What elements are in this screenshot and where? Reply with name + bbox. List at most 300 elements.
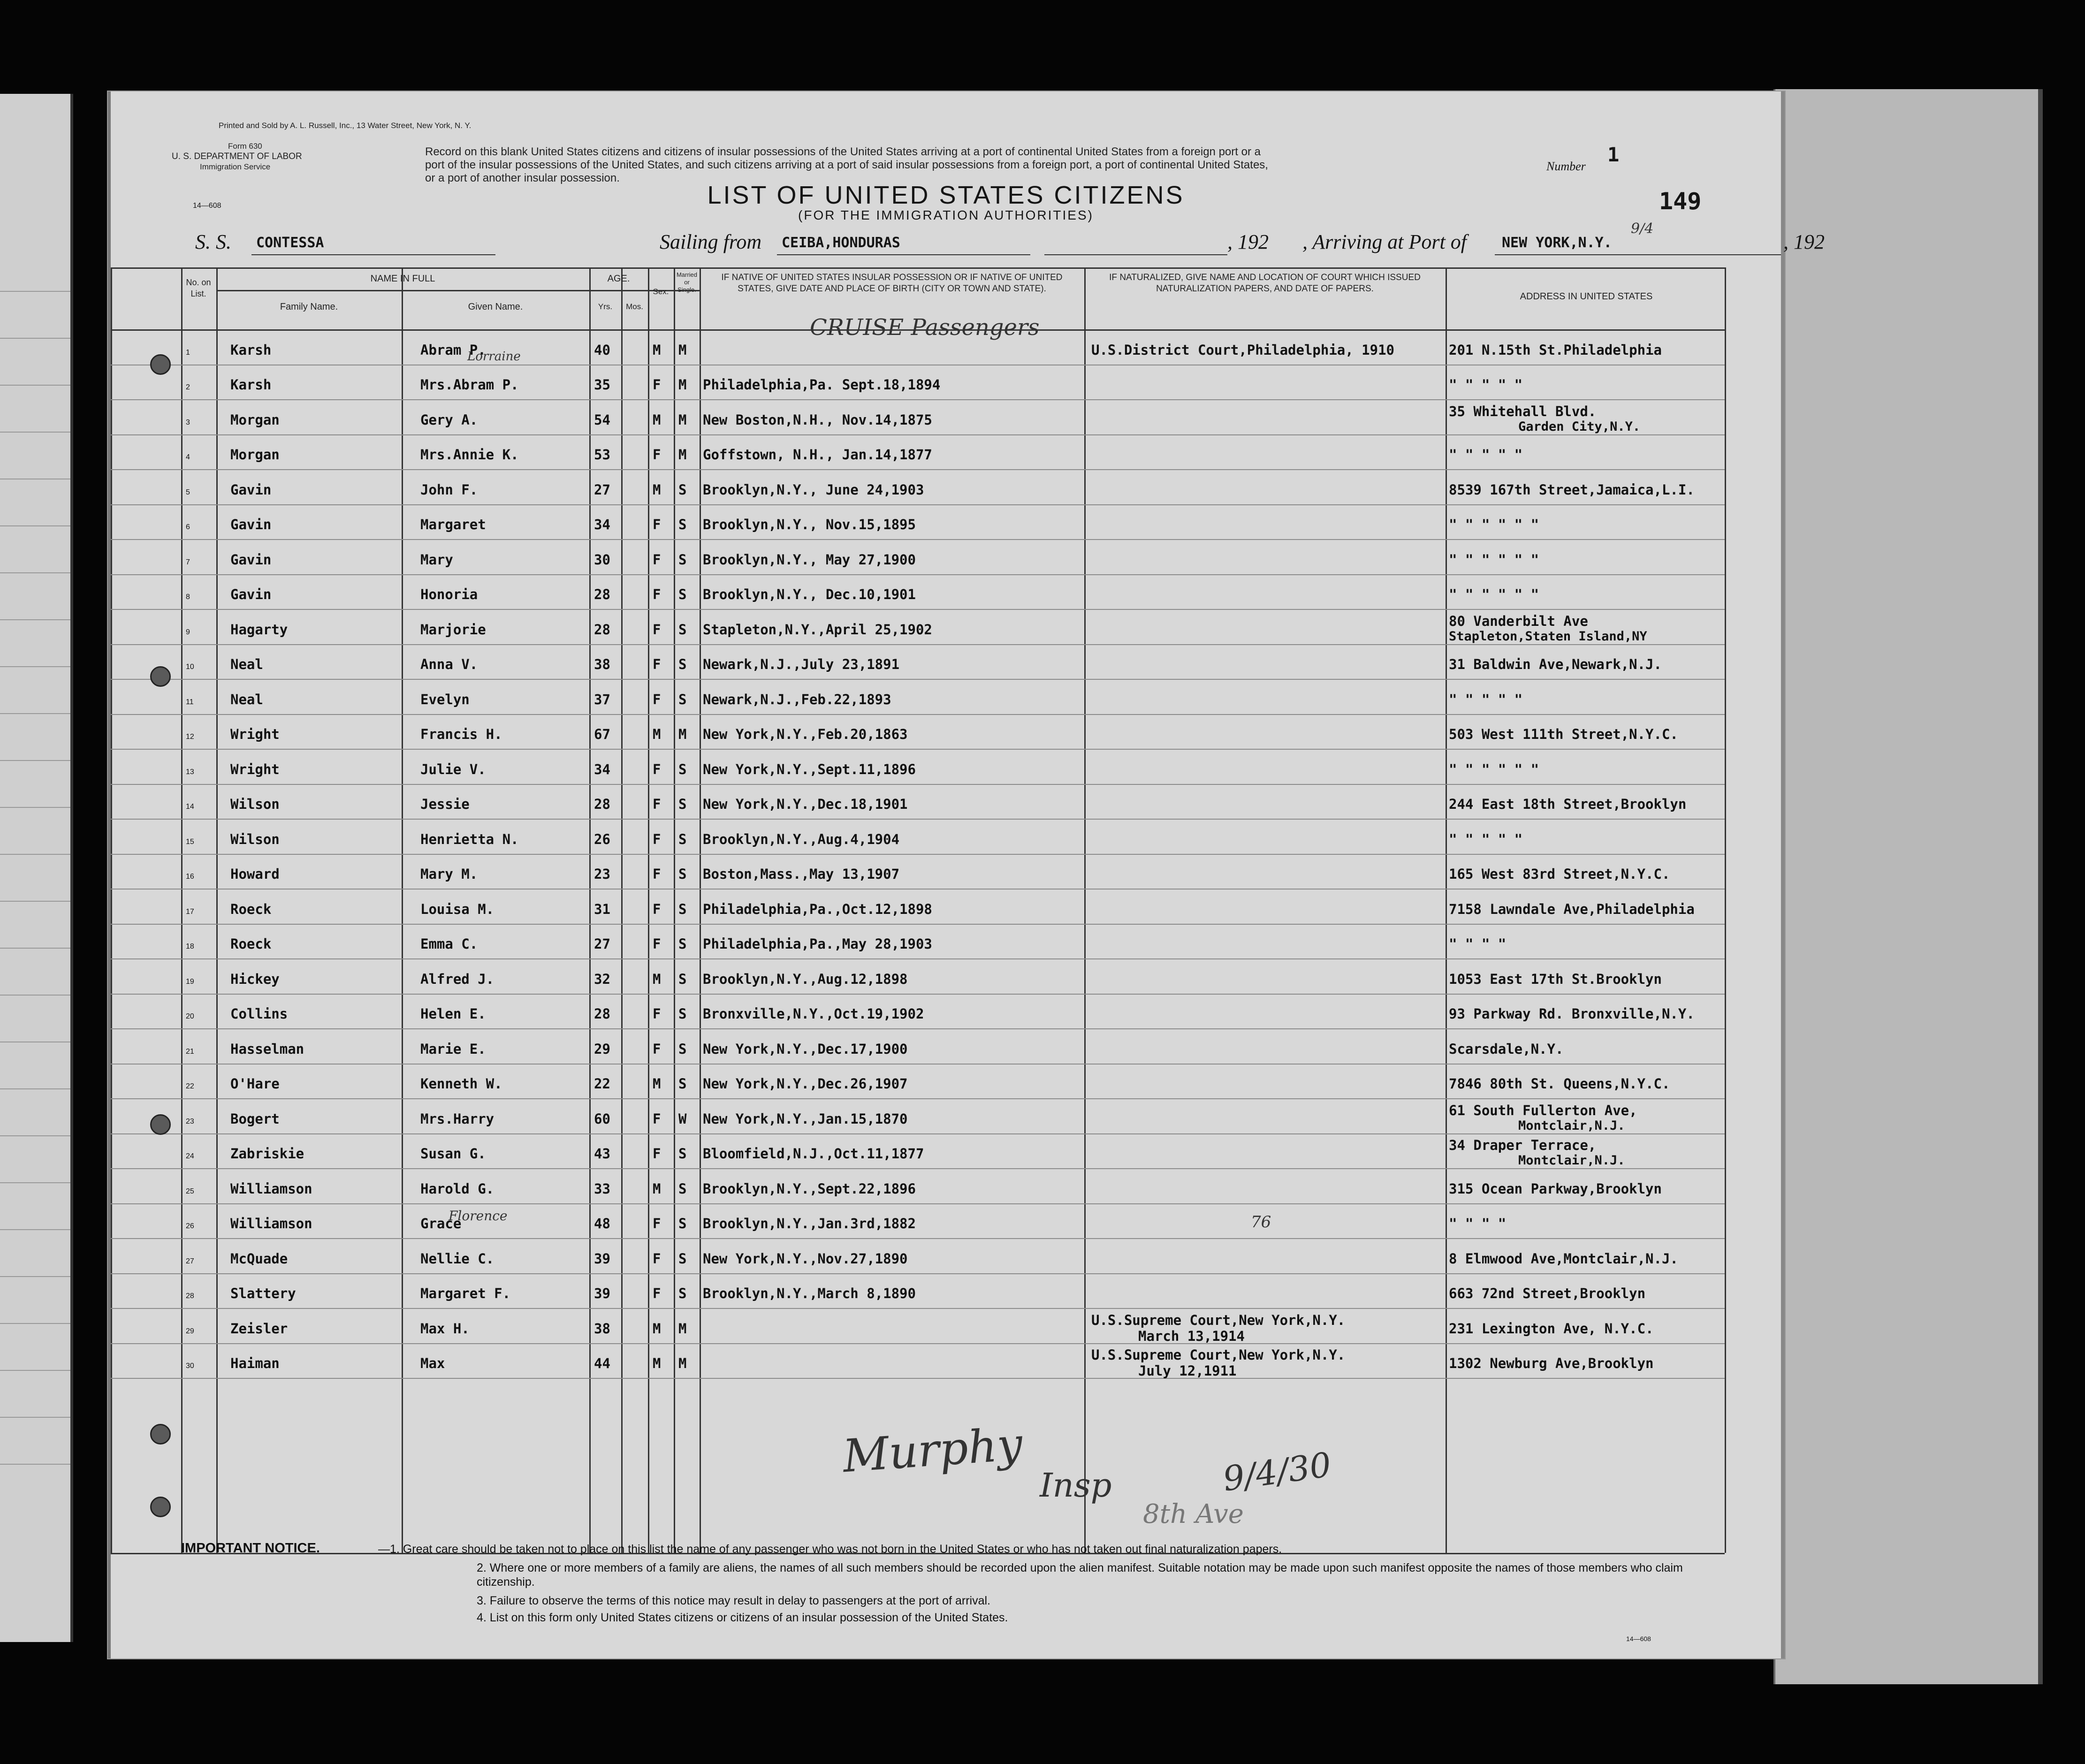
sex: M (653, 1320, 661, 1337)
sex: M (653, 726, 661, 742)
family-name: Zeisler (230, 1320, 288, 1337)
family-name: Gavin (230, 517, 272, 532)
row-number: 19 (186, 977, 194, 986)
family-name: Collins (230, 1006, 288, 1022)
age-years: 28 (594, 1006, 610, 1022)
address: 8539 167th Street,Jamaica,L.I. (1449, 481, 1695, 498)
sex: M (653, 481, 661, 498)
age-years: 28 (594, 586, 610, 602)
family-name: Karsh (230, 377, 272, 393)
address: 35 Whitehall Blvd. (1449, 403, 1597, 419)
family-name: Haiman (230, 1355, 280, 1371)
sex: F (653, 761, 661, 777)
age-years: 28 (594, 621, 610, 638)
handwritten-florence: Florence (449, 1208, 508, 1224)
sex: F (653, 621, 661, 638)
row-number: 21 (186, 1047, 194, 1056)
birth-place-date: New York,N.Y.,Dec.17,1900 (703, 1041, 908, 1057)
sex: M (653, 971, 661, 987)
marital-status: M (678, 726, 687, 742)
given-name: Mrs.Harry (420, 1110, 495, 1127)
address: 7158 Lawndale Ave,Philadelphia (1449, 901, 1695, 917)
family-name: Roeck (230, 901, 272, 917)
col-head-sex: Sex. (653, 287, 669, 296)
row-number: 1 (186, 348, 190, 357)
address: " " " " " " (1449, 586, 1539, 602)
family-name: Gavin (230, 551, 272, 568)
naturalization-date: July 12,1911 (1138, 1363, 1237, 1379)
family-name: Morgan (230, 411, 280, 428)
row-number: 28 (186, 1292, 194, 1300)
age-years: 31 (594, 901, 610, 917)
given-name: Nellie C. (420, 1250, 495, 1267)
age-years: 54 (594, 411, 610, 428)
birth-place-date: New York,N.Y.,Sept.11,1896 (703, 761, 916, 777)
col-head-married: Married or Single. (676, 271, 698, 293)
address: " " " " " (1449, 377, 1523, 393)
sex: F (653, 1110, 661, 1127)
sex: F (653, 1216, 661, 1232)
address: " " " " (1449, 1216, 1507, 1232)
given-name: Marjorie (420, 621, 486, 638)
given-name: Margaret F. (420, 1285, 511, 1301)
address: 80 Vanderbilt Ave (1449, 613, 1588, 629)
given-name: Harold G. (420, 1180, 495, 1197)
birth-place-date: Brooklyn,N.Y., June 24,1903 (703, 481, 924, 498)
sex: F (653, 1146, 661, 1162)
marital-status: S (678, 936, 687, 952)
family-name: Wright (230, 726, 280, 742)
col-head-naturalized: IF NATURALIZED, GIVE NAME AND LOCATION OF COURT WHICH ISSUED NATURALIZATION PAPERS, AND DATE OF PAPERS. (1109, 273, 1421, 294)
age-years: 38 (594, 1320, 610, 1337)
age-years: 48 (594, 1216, 610, 1232)
address: " " " " " (1449, 831, 1523, 847)
marital-status: S (678, 1006, 687, 1022)
birth-place-date: Brooklyn,N.Y., Dec.10,1901 (703, 586, 916, 602)
given-name: Grace (420, 1216, 462, 1232)
birth-place-date: New Boston,N.H., Nov.14,1875 (703, 411, 932, 428)
sex: M (653, 1180, 661, 1197)
row-number: 10 (186, 663, 194, 671)
given-name: Max (420, 1355, 445, 1371)
given-name: Honoria (420, 586, 478, 602)
col-head-age: AGE. (607, 274, 630, 284)
sex: F (653, 691, 661, 707)
inspector-title: Insp (1040, 1466, 1112, 1505)
address: 663 72nd Street,Brooklyn (1449, 1285, 1646, 1301)
handwritten-mark: 76 (1251, 1213, 1271, 1232)
row-number: 6 (186, 523, 190, 531)
handwritten-lorraine: Lorraine (467, 350, 521, 364)
family-name: O'Hare (230, 1076, 280, 1092)
family-name: Morgan (230, 447, 280, 463)
instruction-line: port of the insular possessions of the United States, and such citizens arriving at a port of said insular possessions from a foreign port, a port of continental United States, (425, 159, 1268, 171)
birth-place-date: New York,N.Y.,Jan.15,1870 (703, 1110, 908, 1127)
marital-status: S (678, 1076, 687, 1092)
year-1: , 192 (1227, 230, 1269, 253)
service: Immigration Service (200, 162, 271, 171)
given-name: Abram P. (420, 342, 486, 358)
birth-place-date: Boston,Mass.,May 13,1907 (703, 866, 900, 882)
marital-status: S (678, 1180, 687, 1197)
birth-place-date: Stapleton,N.Y.,April 25,1902 (703, 621, 932, 638)
age-years: 34 (594, 517, 610, 532)
cruise-note: CRUISE Passengers (810, 314, 1040, 341)
row-number: 18 (186, 943, 194, 950)
adjacent-page-left (0, 94, 73, 1642)
row-number: 2 (186, 383, 190, 391)
given-name: Susan G. (420, 1146, 486, 1162)
sex: F (653, 1285, 661, 1301)
row-number: 9 (186, 628, 190, 636)
row-number: 14 (186, 803, 194, 811)
birth-place-date: Goffstown, N.H., Jan.14,1877 (703, 447, 932, 463)
department: U. S. DEPARTMENT OF LABOR (172, 152, 302, 161)
birth-place-date: Philadelphia,Pa. Sept.18,1894 (703, 377, 941, 393)
address: 31 Baldwin Ave,Newark,N.J. (1449, 656, 1662, 672)
row-number: 20 (186, 1012, 194, 1020)
given-name: Mary M. (420, 866, 478, 882)
row-number: 22 (186, 1082, 194, 1090)
page-title: LIST OF UNITED STATES CITIZENS (707, 181, 1185, 209)
row-number: 24 (186, 1152, 194, 1160)
sex: F (653, 796, 661, 812)
number-label: Number (1546, 160, 1586, 173)
marital-status: S (678, 656, 687, 672)
adjacent-page-right (1773, 89, 2043, 1684)
col-head-mos: Mos. (626, 302, 643, 311)
marital-status: M (678, 1320, 687, 1337)
notice-item-1: —1. Great care should be taken not to place on this list the name of any passenger who was not born in the United States or who has not taken out final naturalization papers. (378, 1543, 1282, 1556)
age-years: 43 (594, 1146, 610, 1162)
col-head-yrs: Yrs. (598, 302, 613, 311)
birth-place-date: New York,N.Y.,Nov.27,1890 (703, 1250, 908, 1267)
marital-status: S (678, 586, 687, 602)
binder-hole (150, 1497, 171, 1517)
address: 201 N.15th St.Philadelphia (1449, 342, 1662, 358)
age-years: 34 (594, 761, 610, 777)
address: " " " " " " (1449, 517, 1539, 532)
family-name: Wilson (230, 831, 280, 847)
sex: F (653, 866, 661, 882)
year-2: , 192 (1783, 230, 1825, 253)
marital-status: S (678, 1041, 687, 1057)
family-name: Karsh (230, 342, 272, 358)
manifest-page (108, 91, 1825, 1658)
family-name: Williamson (230, 1216, 312, 1232)
sex: F (653, 377, 661, 393)
birth-place-date: Philadelphia,Pa.,Oct.12,1898 (703, 901, 932, 917)
sex: M (653, 1355, 661, 1371)
birth-place-date: Brooklyn,N.Y., May 27,1900 (703, 551, 916, 568)
family-name: Wilson (230, 796, 280, 812)
row-number: 29 (186, 1327, 194, 1335)
manifest-table (111, 267, 1781, 1556)
age-years: 29 (594, 1041, 610, 1057)
address: 1053 East 17th St.Brooklyn (1449, 971, 1662, 987)
given-name: Alfred J. (420, 971, 495, 987)
address: 61 South Fullerton Ave, (1449, 1102, 1637, 1118)
number-value: 1 (1607, 143, 1620, 166)
row-number: 7 (186, 558, 190, 566)
address: 34 Draper Terrace, (1449, 1137, 1597, 1153)
given-name: John F. (420, 481, 478, 498)
marital-status: S (678, 551, 687, 568)
age-years: 27 (594, 936, 610, 952)
marital-status: S (678, 1146, 687, 1162)
marital-status: S (678, 1216, 687, 1232)
row-number: 15 (186, 837, 194, 846)
row-number: 26 (186, 1222, 194, 1230)
age-years: 53 (594, 447, 610, 463)
given-name: Mrs.Annie K. (420, 447, 519, 463)
given-name: Francis H. (420, 726, 502, 742)
address-line-2: Stapleton,Staten Island,NY (1449, 629, 1647, 644)
binder-hole (150, 1424, 171, 1445)
marital-status: S (678, 866, 687, 882)
address: " " " " (1449, 936, 1507, 952)
marital-status: W (678, 1110, 687, 1127)
col-head-name: NAME IN FULL (370, 274, 435, 284)
row-number: 5 (186, 488, 190, 496)
birth-place-date: Bloomfield,N.J.,Oct.11,1877 (703, 1146, 924, 1162)
address-line-2: Montclair,N.J. (1518, 1118, 1625, 1133)
family-name: Howard (230, 866, 280, 882)
row-number: 30 (186, 1362, 194, 1370)
family-name: Neal (230, 656, 263, 672)
address: " " " " " (1449, 447, 1523, 463)
age-years: 39 (594, 1285, 610, 1301)
birth-place-date: Brooklyn,N.Y.,Sept.22,1896 (703, 1180, 916, 1197)
family-name: Zabriskie (230, 1146, 304, 1162)
instructions (425, 145, 1626, 185)
given-name: Max H. (420, 1320, 470, 1337)
row-number: 27 (186, 1257, 194, 1265)
age-years: 44 (594, 1355, 610, 1371)
address: 1302 Newburg Ave,Brooklyn (1449, 1355, 1654, 1371)
printer-line: Printed and Sold by A. L. Russell, Inc., 13 Water Street, New York, N. Y. (219, 121, 472, 130)
given-name: Evelyn (420, 691, 470, 707)
address: 231 Lexington Ave, N.Y.C. (1449, 1320, 1654, 1337)
address: " " " " " (1449, 691, 1523, 707)
given-name: Mary (420, 551, 453, 568)
birth-place-date: Brooklyn,N.Y.,March 8,1890 (703, 1285, 916, 1301)
age-years: 38 (594, 656, 610, 672)
sex: F (653, 517, 661, 532)
form-code-top: 14—608 (193, 202, 221, 210)
instruction-line: Record on this blank United States citizens and citizens of insular possessions of the United States arriving at a port of continental United States from a foreign port or a (425, 145, 1261, 158)
birth-place-date: Brooklyn,N.Y.,Jan.3rd,1882 (703, 1216, 916, 1232)
age-years: 26 (594, 831, 610, 847)
sex: M (653, 411, 661, 428)
age-years: 35 (594, 377, 610, 393)
sex: F (653, 586, 661, 602)
birth-place-date: Brooklyn,N.Y.,Aug.4,1904 (703, 831, 900, 847)
sailing-label: Sailing from (660, 230, 762, 253)
birth-place-date: New York,N.Y.,Feb.20,1863 (703, 726, 908, 742)
address-line-2: Garden City,N.Y. (1518, 419, 1641, 434)
marital-status: S (678, 1250, 687, 1267)
form-number: Form 630 (228, 142, 262, 151)
sex: M (653, 1076, 661, 1092)
marital-status: S (678, 796, 687, 812)
notice-item-2: 2. Where one or more members of a family are aliens, the names of all such members should be recorded upon the alien manifest. Suitable notation may be made upon such manifest opposite the names of those members who claim citizenship. (477, 1561, 1683, 1589)
given-name: Margaret (420, 517, 486, 532)
family-name: Neal (230, 691, 263, 707)
row-number: 4 (186, 453, 190, 461)
sex: M (653, 342, 661, 358)
family-name: Bogert (230, 1110, 280, 1127)
sheet-number: 149 (1659, 188, 1702, 215)
date-note: 9/4 (1631, 220, 1654, 237)
binder-hole (150, 354, 171, 375)
row-number: 8 (186, 593, 190, 601)
birth-place-date: Newark,N.J.,Feb.22,1893 (703, 691, 891, 707)
col-head-birth: IF NATIVE OF UNITED STATES INSULAR POSSESSION OR IF NATIVE OF UNITED STATES, GIVE DATE AND PLACE OF BIRTH (CITY OR TOWN AND STATE). (721, 273, 1063, 294)
binder-hole (150, 666, 171, 687)
marital-status: S (678, 621, 687, 638)
given-name: Kenneth W. (420, 1076, 502, 1092)
age-years: 40 (594, 342, 610, 358)
row-number: 13 (186, 768, 194, 776)
row-number: 11 (186, 698, 194, 706)
family-name: Hickey (230, 971, 280, 987)
pier-note: 8th Ave (1143, 1499, 1244, 1529)
row-number: 23 (186, 1117, 194, 1125)
marital-status: M (678, 1355, 687, 1371)
age-years: 28 (594, 796, 610, 812)
given-name: Marie E. (420, 1041, 486, 1057)
age-years: 27 (594, 481, 610, 498)
row-number: 12 (186, 733, 194, 741)
birth-place-date: Newark,N.J.,July 23,1891 (703, 656, 900, 672)
sex: F (653, 901, 661, 917)
marital-status: S (678, 1285, 687, 1301)
family-name: Wright (230, 761, 280, 777)
row-number: 3 (186, 418, 190, 426)
notice-lead: IMPORTANT NOTICE. (181, 1541, 320, 1556)
binder-hole (150, 1114, 171, 1135)
address: 503 West 111th Street,N.Y.C. (1449, 726, 1678, 742)
arriving-label: , Arriving at Port of (1302, 230, 1467, 253)
marital-status: S (678, 517, 687, 532)
age-years: 67 (594, 726, 610, 742)
sex: F (653, 1041, 661, 1057)
col-head-address: ADDRESS IN UNITED STATES (1520, 291, 1653, 302)
marital-status: S (678, 971, 687, 987)
given-name: Jessie (420, 796, 470, 812)
sex: F (653, 936, 661, 952)
col-head-family: Family Name. (280, 302, 338, 312)
family-name: McQuade (230, 1250, 288, 1267)
age-years: 32 (594, 971, 610, 987)
address: Scarsdale,N.Y. (1449, 1041, 1564, 1057)
sex: F (653, 656, 661, 672)
birth-place-date: New York,N.Y.,Dec.18,1901 (703, 796, 908, 812)
ship-name: CONTESSA (256, 235, 324, 251)
given-name: Emma C. (420, 936, 478, 952)
age-years: 33 (594, 1180, 610, 1197)
marital-status: S (678, 691, 687, 707)
address: 8 Elmwood Ave,Montclair,N.J. (1449, 1250, 1678, 1267)
col-head-no: No. on List. (186, 278, 211, 298)
sex: F (653, 1006, 661, 1022)
row-number: 16 (186, 873, 194, 881)
given-name: Helen E. (420, 1006, 486, 1022)
row-number: 25 (186, 1187, 194, 1195)
sex: F (653, 831, 661, 847)
given-name: Julie V. (420, 761, 486, 777)
notice-item-3: 3. Failure to observe the terms of this notice may result in delay to passengers at the port of arrival. (477, 1594, 990, 1607)
sex: F (653, 447, 661, 463)
birth-place-date: Brooklyn,N.Y., Nov.15,1895 (703, 517, 916, 532)
naturalization: U.S.Supreme Court,New York,N.Y. (1091, 1347, 1346, 1363)
age-years: 23 (594, 866, 610, 882)
age-years: 39 (594, 1250, 610, 1267)
page-subtitle: (FOR THE IMMIGRATION AUTHORITIES) (798, 208, 1094, 222)
marital-status: S (678, 901, 687, 917)
sex: F (653, 551, 661, 568)
inspector-signature: Murphy (841, 1417, 1024, 1483)
naturalization: U.S.District Court,Philadelphia, 1910 (1091, 342, 1395, 358)
notice-item-4: 4. List on this form only United States citizens or citizens of an insular possession of the United States. (477, 1611, 1008, 1624)
marital-status: M (678, 447, 687, 463)
given-name: Louisa M. (420, 901, 495, 917)
col-head-given: Given Name. (468, 302, 523, 312)
marital-status: M (678, 411, 687, 428)
address: 7846 80th St. Queens,N.Y.C. (1449, 1076, 1670, 1092)
marital-status: M (678, 342, 687, 358)
naturalization: U.S.Supreme Court,New York,N.Y. (1091, 1312, 1346, 1328)
family-name: Slattery (230, 1285, 296, 1301)
family-name: Roeck (230, 936, 272, 952)
birth-place-date: Philadelphia,Pa.,May 28,1903 (703, 936, 932, 952)
marital-status: M (678, 377, 687, 393)
row-number: 17 (186, 907, 194, 916)
given-name: Henrietta N. (420, 831, 519, 847)
birth-place-date: Bronxville,N.Y.,Oct.19,1902 (703, 1006, 924, 1022)
naturalization-date: March 13,1914 (1138, 1328, 1245, 1344)
marital-status: S (678, 831, 687, 847)
birth-place-date: Brooklyn,N.Y.,Aug.12,1898 (703, 971, 908, 987)
family-name: Hasselman (230, 1041, 304, 1057)
family-name: Hagarty (230, 621, 288, 638)
address: " " " " " " (1449, 761, 1539, 777)
given-name: Gery A. (420, 411, 478, 428)
family-name: Gavin (230, 586, 272, 602)
sex: F (653, 1250, 661, 1267)
birth-place-date: New York,N.Y.,Dec.26,1907 (703, 1076, 908, 1092)
date-stamp: 9/4/30 (1220, 1445, 1334, 1499)
family-name: Gavin (230, 481, 272, 498)
family-name: Williamson (230, 1180, 312, 1197)
address-line-2: Montclair,N.J. (1518, 1153, 1625, 1168)
voyage-line (195, 220, 1825, 258)
address: 244 East 18th Street,Brooklyn (1449, 796, 1687, 812)
given-name: Mrs.Abram P. (420, 377, 519, 393)
address: " " " " " " (1449, 551, 1539, 568)
age-years: 30 (594, 551, 610, 568)
age-years: 60 (594, 1110, 610, 1127)
address: 93 Parkway Rd. Bronxville,N.Y. (1449, 1006, 1695, 1022)
given-name: Anna V. (420, 656, 478, 672)
arrival-port: NEW YORK,N.Y. (1502, 235, 1612, 251)
age-years: 37 (594, 691, 610, 707)
marital-status: S (678, 481, 687, 498)
age-years: 22 (594, 1076, 610, 1092)
marital-status: S (678, 761, 687, 777)
instruction-line: or a port of another insular possession. (425, 172, 620, 184)
